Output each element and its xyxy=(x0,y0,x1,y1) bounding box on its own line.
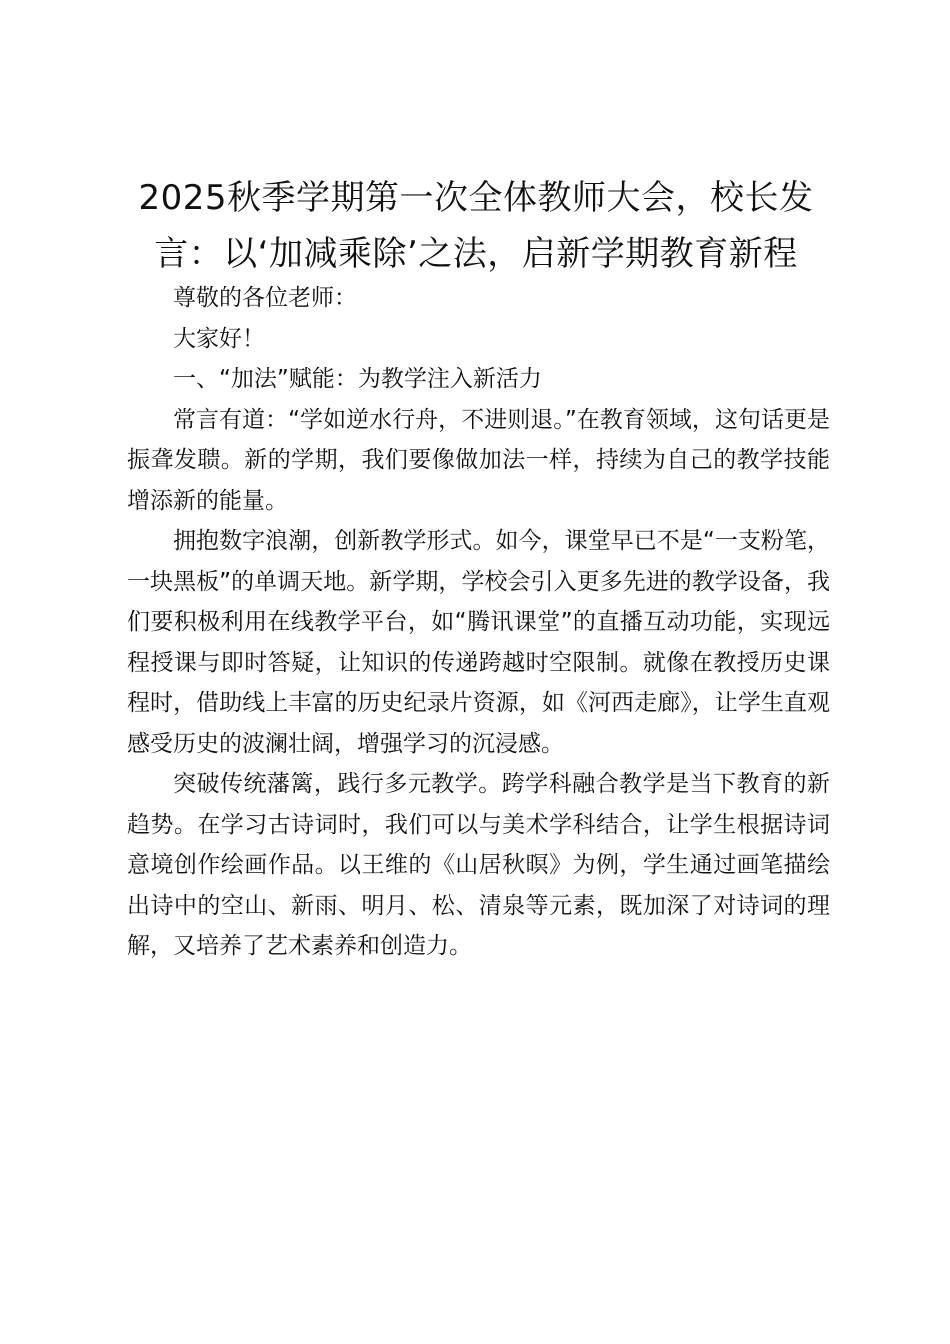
section-heading: 一、“加法”赋能：为教学注入新活力 xyxy=(173,366,542,392)
document-body xyxy=(127,278,830,967)
paragraph: 拥抱数字浪潮，创新教学形式。如今，课堂早已不是“一支粉笔，一块黑板”的单调天地。新学期，学校会引入更多先进的教学设备，我们要积极利用在线教学平台，如“腾讯课堂”的直播互动功能，实现远程授课与即时答疑，让知识的传递跨越时空限制。就像在教授历史课程时，借助线上丰富的历史纪录片资源，如《河西走廊》，让学生直观感受历史的波澜壮阔，增强学习的沉浸感。 xyxy=(127,528,830,757)
paragraph: 常言有道：“学如逆水行舟，不进则退。”在教育领域，这句话更是振聋发聩。新的学期，我们要像做加法一样，持续为自己的教学技能增添新的能量。 xyxy=(127,406,830,514)
paragraph: 突破传统藩篱，践行多元教学。跨学科融合教学是当下教育的新趋势。在学习古诗词时，我们可以与美术学科结合，让学生根据诗词意境创作绘画作品。以王维的《山居秋暝》为例，学生通过画笔描绘出诗中的空山、新雨、明月、松、清泉等元素，既加深了对诗词的理解，又培养了艺术素养和创造力。 xyxy=(127,771,830,959)
document-title: 2025秋季学期第一次全体教师大会，校长发言：以‘加减乘除’之法，启新学期教育新程 xyxy=(138,178,814,274)
salutation: 尊敬的各位老师： xyxy=(173,285,357,311)
greeting: 大家好！ xyxy=(173,325,265,352)
